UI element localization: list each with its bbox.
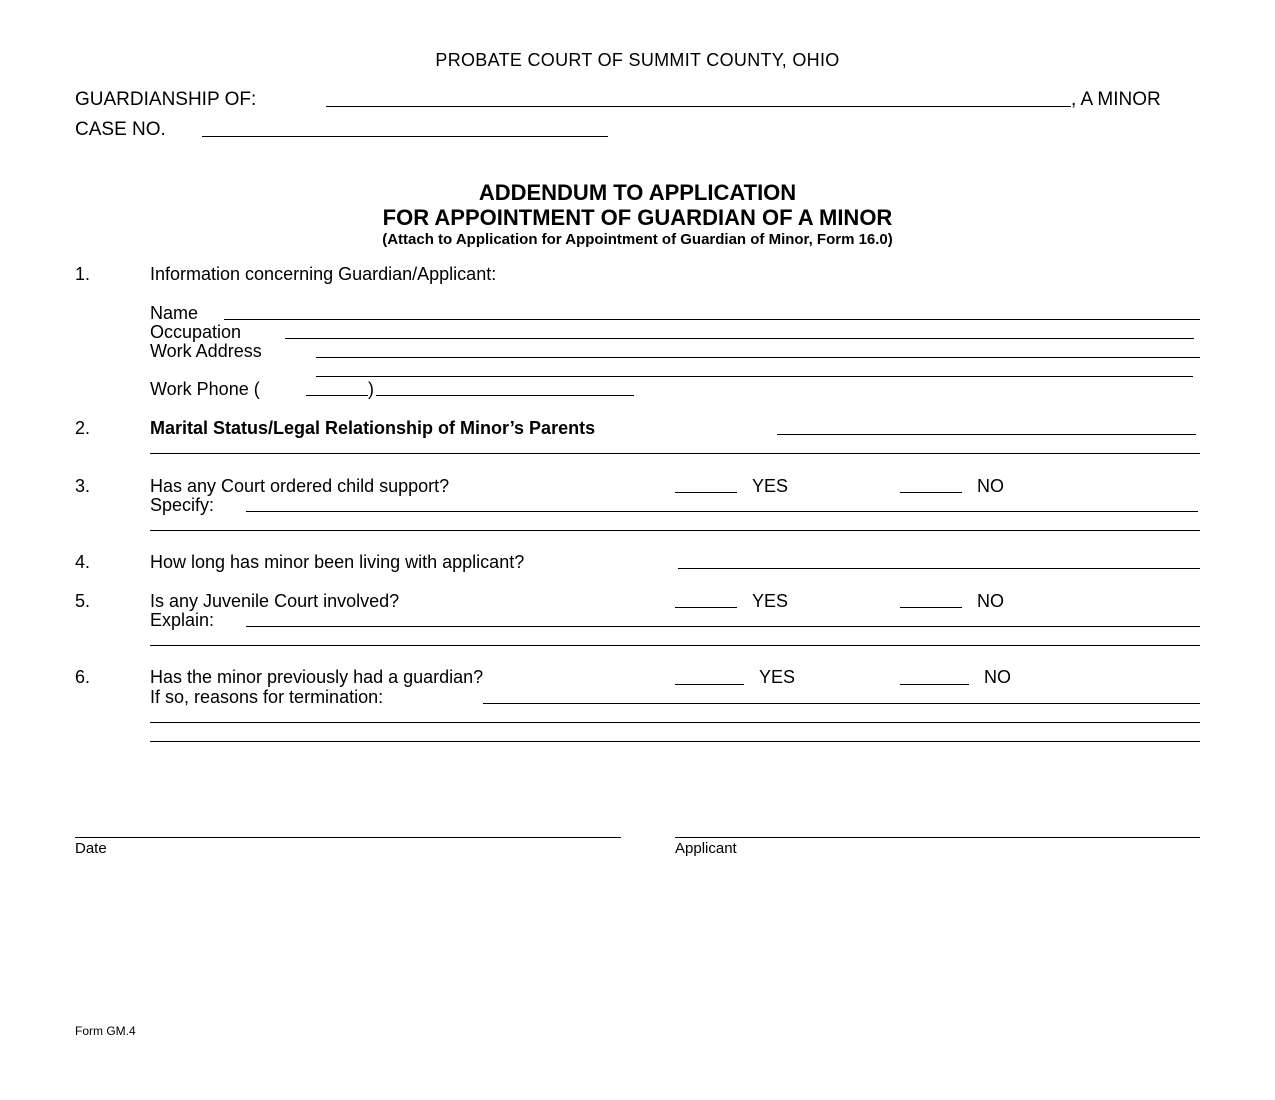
previous-guardian-yes-label: YES xyxy=(759,667,796,687)
specify-label: Specify: xyxy=(150,495,215,515)
title-subtitle: (Attach to Application for Appointment of Guardian of Minor, Form 16.0) xyxy=(382,231,893,248)
explain-label: Explain: xyxy=(150,610,215,630)
work-phone-field[interactable] xyxy=(376,395,634,396)
item-2-question: Marital Status/Legal Relationship of Minor’s Parents xyxy=(150,418,596,438)
item-4-number: 4. xyxy=(75,552,91,572)
work-address-field[interactable] xyxy=(316,357,1200,358)
date-signature-line[interactable] xyxy=(75,837,621,838)
juvenile-court-yes-blank[interactable] xyxy=(675,607,737,608)
termination-field-line-2[interactable] xyxy=(150,722,1200,723)
item-5-question: Is any Juvenile Court involved? xyxy=(150,591,400,611)
marital-status-field-line-2[interactable] xyxy=(150,453,1200,454)
area-code-field[interactable] xyxy=(306,395,368,396)
title-line-2: FOR APPOINTMENT OF GUARDIAN OF A MINOR xyxy=(382,205,893,230)
case-no-label: CASE NO. xyxy=(75,119,166,140)
item-3-number: 3. xyxy=(75,476,91,496)
date-label: Date xyxy=(75,840,107,857)
guardianship-label: GUARDIANSHIP OF: xyxy=(75,89,257,110)
child-support-no-label: NO xyxy=(977,476,1004,496)
work-address-field-line-2[interactable] xyxy=(316,376,1193,377)
form-id: Form GM.4 xyxy=(75,1024,136,1038)
specify-field-line-2[interactable] xyxy=(150,530,1200,531)
item-4-question: How long has minor been living with applicant? xyxy=(150,552,525,572)
item-5-number: 5. xyxy=(75,591,91,611)
name-label: Name xyxy=(150,303,199,323)
child-support-yes-label: YES xyxy=(752,476,789,496)
child-support-no-blank[interactable] xyxy=(900,492,962,493)
work-phone-label: Work Phone ( xyxy=(150,379,260,399)
phone-close-paren: ) xyxy=(368,379,374,399)
title-line-1: ADDENDUM TO APPLICATION xyxy=(478,180,797,205)
termination-field[interactable] xyxy=(483,703,1200,704)
previous-guardian-yes-blank[interactable] xyxy=(675,684,744,685)
termination-label: If so, reasons for termination: xyxy=(150,687,384,707)
item-1-question: Information concerning Guardian/Applicant: xyxy=(150,264,497,284)
name-field[interactable] xyxy=(224,319,1200,320)
marital-status-field[interactable] xyxy=(777,434,1196,435)
previous-guardian-no-blank[interactable] xyxy=(900,684,969,685)
guardianship-name-field[interactable] xyxy=(326,106,1071,107)
item-6-number: 6. xyxy=(75,667,91,687)
living-duration-field[interactable] xyxy=(678,568,1200,569)
court-name: PROBATE COURT OF SUMMIT COUNTY, OHIO xyxy=(435,50,840,70)
applicant-label: Applicant xyxy=(675,840,737,857)
item-2-number: 2. xyxy=(75,418,91,438)
previous-guardian-no-label: NO xyxy=(984,667,1011,687)
explain-field[interactable] xyxy=(246,626,1200,627)
a-minor-label: , A MINOR xyxy=(1071,89,1161,110)
specify-field[interactable] xyxy=(246,511,1198,512)
item-3-question: Has any Court ordered child support? xyxy=(150,476,450,496)
explain-field-line-2[interactable] xyxy=(150,645,1200,646)
item-6-question: Has the minor previously had a guardian? xyxy=(150,667,484,687)
termination-field-line-3[interactable] xyxy=(150,741,1200,742)
juvenile-court-no-blank[interactable] xyxy=(900,607,962,608)
applicant-signature-line[interactable] xyxy=(675,837,1200,838)
occupation-field[interactable] xyxy=(285,338,1194,339)
work-address-label: Work Address xyxy=(150,341,262,361)
occupation-label: Occupation xyxy=(150,322,242,342)
juvenile-court-no-label: NO xyxy=(977,591,1004,611)
item-1-number: 1. xyxy=(75,264,91,284)
case-no-field[interactable] xyxy=(202,136,608,137)
child-support-yes-blank[interactable] xyxy=(675,492,737,493)
juvenile-court-yes-label: YES xyxy=(752,591,789,611)
